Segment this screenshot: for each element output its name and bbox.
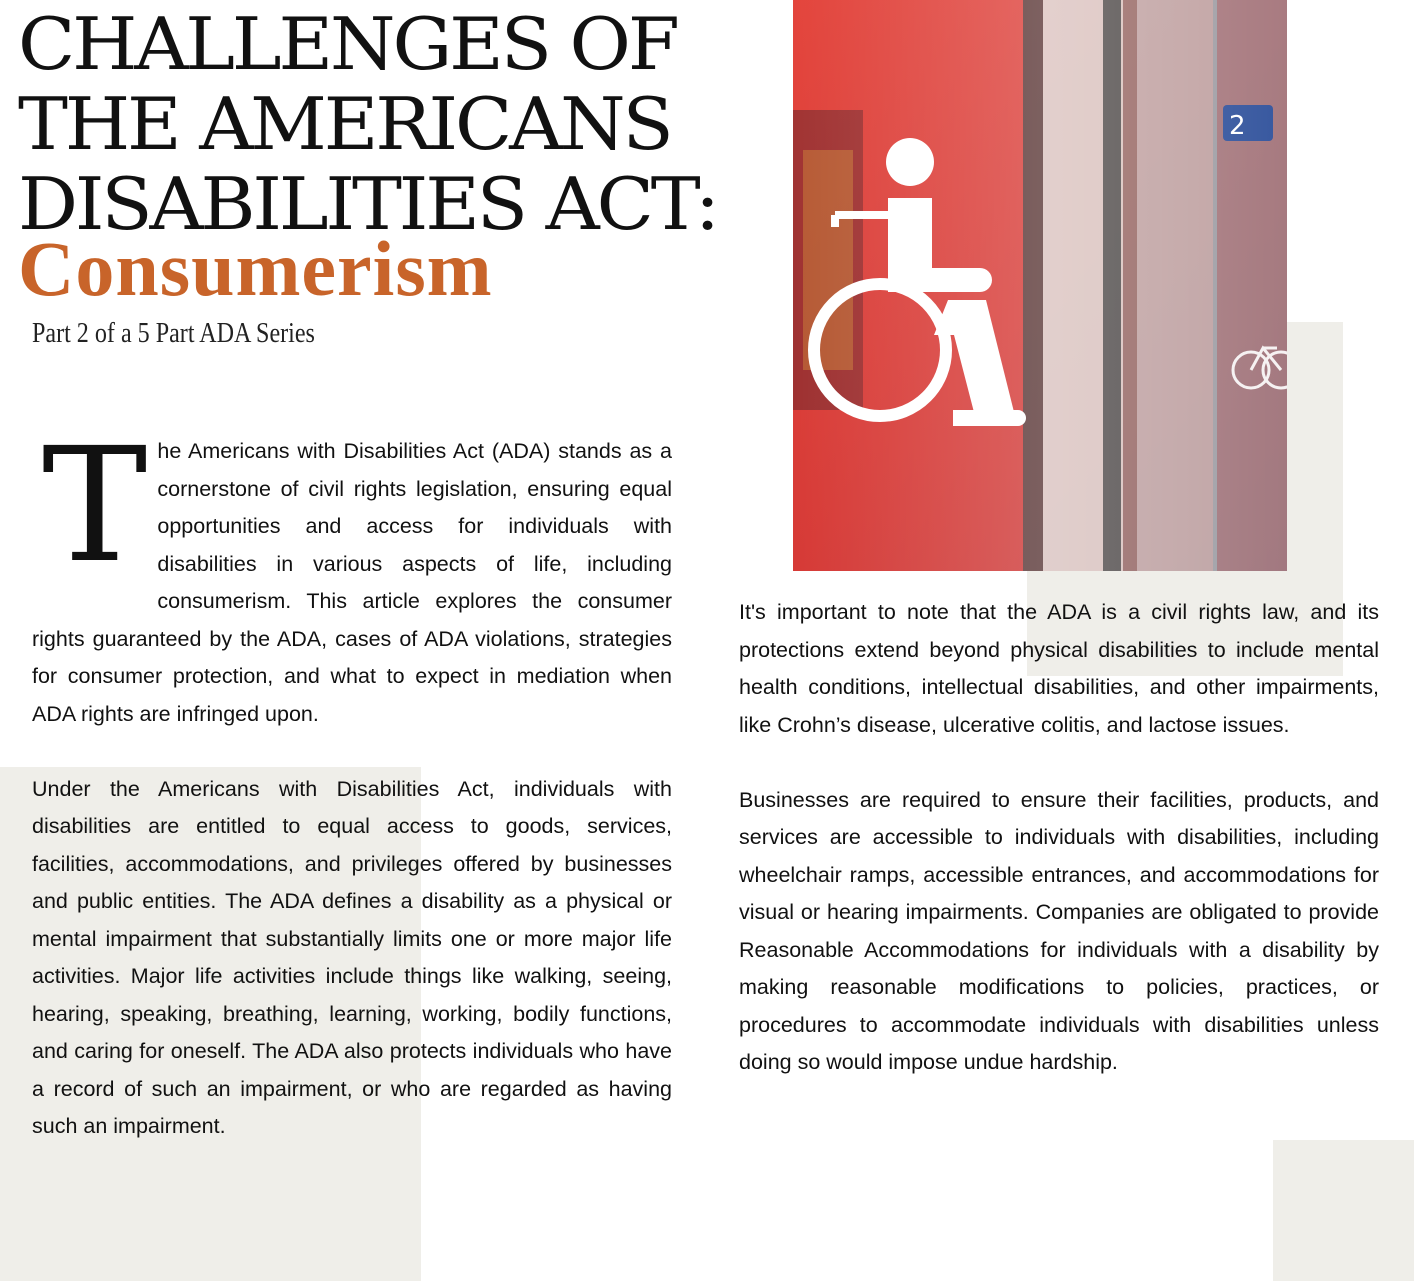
decorative-panel-corner xyxy=(1273,1140,1414,1281)
title-line-1: CHALLENGES OF xyxy=(18,2,677,86)
protections-paragraph: It's important to note that the ADA is a civil rights law, and its protections extend beyond physical disabilities to include mental health conditions, intellectual disabilities, and other impairments, like Crohn’s disease, ulcerative colitis, and lactose issues. xyxy=(739,600,1379,737)
title-line-2: THE AMERICANS xyxy=(18,82,671,166)
wheelchair-sign-photo xyxy=(793,0,1287,571)
intro-paragraph xyxy=(32,414,672,733)
title-line-3: DISABILITIES ACT: xyxy=(18,162,718,246)
page-title xyxy=(18,4,717,244)
rights-paragraph: Under the Americans with Disabilities Act, individuals with disabilities are entitled to equal access to goods, services, facilities, accommodations, and privileges offered by businesses and public entities. The ADA defines a disability as a physical or mental impairment that substantially limits one or more major life activities. Major life activities include things like walking, seeing, hearing, speaking, breathing, learning, working, bodily functions, and caring for oneself. The ADA also protects individuals who have a record of such an impairment, or who are regarded as having such an impairment. xyxy=(32,776,672,1138)
business-obligations-paragraph: Businesses are required to ensure their facilities, products, and services are accessible to individuals with disabilities, including wheelchair ramps, accessible entrances, and accommodations for visual or hearing impairments. Companies are obligated to provide Reasonable Accommodations for individuals with a disability by making reasonable modifications to policies, practices, or procedures to accommodate individuals with disabilities unless doing so would impose undue hardship. xyxy=(739,787,1379,1074)
drop-cap: T xyxy=(42,414,148,598)
article-column-right xyxy=(739,594,1379,1082)
topic-heading: Consumerism xyxy=(18,225,493,312)
series-label: Part 2 of a 5 Part ADA Series xyxy=(32,318,315,349)
article-column-left xyxy=(32,414,672,1146)
intro-paragraph-text: he Americans with Disabilities Act (ADA) stands as a cornerstone of civil rights legislation, ensuring equal opportunities and access for individuals with disabilities in various aspects of life, including consumerism. This article explores the consumer rights guaranteed by the ADA, cases of ADA violations, strategies for consumer protection, and what to expect in mediation when ADA rights are infringed upon. xyxy=(32,439,672,726)
